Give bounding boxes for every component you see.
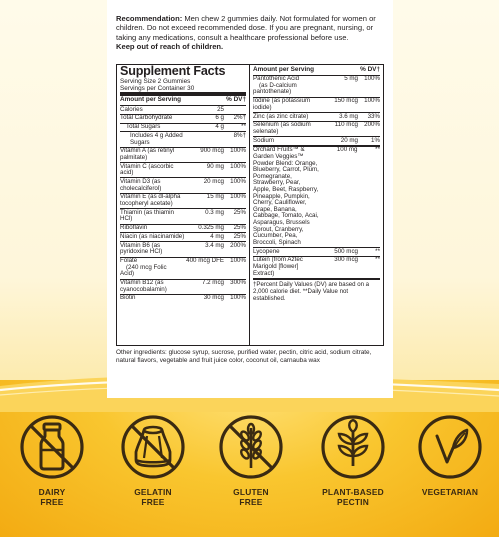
badge-label-line2: PECTIN [337, 497, 369, 507]
facts-footnote: †Percent Daily Values (DV) are based on a 2,000 calorie diet. **Daily Value not established. [253, 281, 370, 303]
nutrient-name-text: Includes 4 g Added Sugars [130, 131, 183, 146]
facts-row [253, 76, 380, 98]
serving-size: Serving Size 2 Gummies [120, 78, 191, 85]
nutrient-amount: 150 mcg [334, 97, 358, 105]
nutrient-dv: 33% [367, 112, 380, 120]
nutrient-amount: 300 mcg [334, 256, 358, 264]
nutrient-dv: 100% [230, 294, 246, 302]
nutrient-name [253, 98, 320, 111]
header-dv: % DV† [226, 96, 246, 104]
nutrient-name [120, 295, 186, 302]
facts-row [120, 194, 246, 209]
nutrient-dv: 100% [230, 178, 246, 186]
keep-out-warning: Keep out of reach of children. [116, 42, 224, 52]
recommendation-body: Men chew 2 gummies daily. Not formulated for women or children. Do not exceed recommended dose. If you are pregnant, nursing, or taking any medications, consult a healthcare professional before use. [116, 14, 376, 42]
nutrient-amount: 6 g [215, 114, 224, 122]
facts-header-right [253, 65, 380, 76]
facts-right-rows [253, 76, 380, 280]
nutrient-amount: 110 mcg [334, 121, 358, 129]
nutrient-name [253, 249, 320, 256]
badge-label [305, 487, 401, 507]
nutrient-name-text: Sodium [253, 136, 274, 144]
nutrient-dv: 2%† [233, 114, 246, 122]
facts-row [120, 280, 246, 295]
nutrient-amount: 15 mg [206, 193, 224, 201]
nutrient-amount: 4 mg [210, 232, 224, 240]
nutrient-dv: 25% [233, 232, 246, 240]
facts-row [120, 209, 246, 224]
nutrient-name-text: Vitamin C (ascorbic acid) [120, 162, 174, 177]
nutrient-dv: 8%† [233, 131, 246, 139]
nutrient-name [120, 107, 186, 114]
facts-row [120, 132, 246, 147]
nutrient-amount: 20 mcg [203, 178, 224, 186]
nutrient-name-text: Pantothenic Acid [253, 75, 300, 83]
nutrient-dv: 100% [230, 193, 246, 201]
nutrient-name [120, 258, 178, 278]
nutrient-amount: 3.4 mg [205, 241, 224, 249]
facts-right-column [250, 64, 384, 346]
nutrient-amount: 7.2 mcg [201, 279, 224, 287]
facts-header-left [120, 96, 246, 106]
nutrient-name-text: Niacin (as niacinamide) [120, 232, 185, 240]
nutrient-name-text: Total Sugars [126, 123, 161, 131]
nutrient-dv: ** [375, 247, 380, 255]
badge-gelatin-free [105, 414, 201, 507]
facts-row [120, 242, 246, 257]
badge-label [4, 487, 100, 507]
nutrient-name [120, 210, 186, 223]
nutrient-amount: 0.325 mg [198, 224, 224, 232]
nutrient-amount: 4 g [215, 123, 224, 131]
facts-row [120, 295, 246, 303]
nutrient-name [253, 147, 319, 246]
dairy-free-icon [19, 414, 85, 480]
nutrient-name-text: Riboflavin [120, 224, 148, 232]
nutrient-name-text: Calories [120, 105, 143, 113]
nutrient-name-text: Folate [120, 257, 138, 265]
supplement-facts-panel [116, 64, 384, 346]
servings-per-container: Servings per Container 30 [120, 85, 246, 96]
nutrient-dv: 300% [230, 279, 246, 287]
nutrient-amount: 0.3 mg [205, 208, 224, 216]
nutrient-amount: 20 mg [340, 136, 358, 144]
nutrient-name-text: Vitamin B12 (as cyanocobalamin) [120, 279, 167, 293]
nutrient-dv: 100% [230, 162, 246, 170]
nutrient-dv: 100% [364, 97, 380, 105]
facts-row [253, 257, 380, 280]
nutrient-name-text: Lycopene [253, 247, 280, 255]
header-amount: Amount per Serving [253, 66, 315, 73]
nutrient-name-text: Vitamin A (as retinyl palmitate) [120, 147, 175, 161]
supplement-label [107, 0, 393, 398]
badge-dairy-free [4, 414, 100, 507]
facts-row [120, 148, 246, 163]
badge-label-line1: GELATIN [134, 487, 172, 497]
gelatin-free-icon [120, 414, 186, 480]
facts-left-rows [120, 106, 246, 303]
nutrient-name-text: Vitamin B6 (as pyridoxine HCl) [120, 241, 163, 256]
nutrient-name [120, 194, 186, 207]
nutrient-name [120, 115, 186, 122]
nutrient-source: (as D-calcium pantothenate) [253, 81, 297, 96]
facts-row [253, 98, 380, 113]
nutrient-name-text: Zinc (as zinc citrate) [253, 112, 309, 120]
nutrient-amount: 400 mcg DFE [186, 257, 224, 265]
nutrient-dv: 200% [364, 121, 380, 129]
nutrient-name [120, 133, 186, 146]
nutrient-name [120, 179, 186, 192]
gluten-free-icon [218, 414, 284, 480]
badge-gluten-free [203, 414, 299, 507]
nutrient-source: (240 mcg Folic Acid) [120, 263, 167, 278]
nutrient-name [253, 138, 320, 145]
badge-label-line2: FREE [239, 497, 263, 507]
nutrient-name [120, 164, 186, 177]
badge-label-line1: GLUTEN [233, 487, 269, 497]
nutrient-name-text: Vitamin E (as dl-alpha tocopheryl acetate) [120, 193, 181, 208]
facts-row [253, 122, 380, 137]
nutrient-amount: 500 mcg [334, 247, 358, 255]
badge-label [402, 487, 498, 497]
badge-label [203, 487, 299, 507]
badge-label-line1: VEGETARIAN [421, 487, 479, 497]
nutrient-name-text: Vitamin D3 (as cholecalciferol) [120, 178, 162, 192]
recommendation-heading: Recommendation: [116, 14, 183, 23]
badge-label-line2: FREE [40, 497, 64, 507]
badge-label-line1: PLANT-BASED [322, 487, 384, 497]
badge-label [105, 487, 201, 507]
badge-label-line2: FREE [141, 497, 165, 507]
nutrient-amount: 90 mg [206, 162, 224, 170]
nutrient-name [253, 122, 320, 135]
nutrient-amount: 5 mg [344, 75, 358, 83]
nutrient-name-text: Lutein (from Aztec Marigold [flower] Extract) [253, 256, 303, 277]
plant-based-pectin-icon [320, 414, 386, 480]
recommendation-text [116, 14, 384, 42]
nutrient-dv: 100% [230, 257, 246, 265]
nutrient-name-text: Biotin [120, 294, 136, 302]
nutrient-name [120, 148, 186, 161]
badge-row [0, 414, 499, 537]
nutrient-name [120, 234, 186, 241]
nutrient-name-text: Iodine (as potassium iodide) [253, 97, 311, 111]
nutrient-amount: 900 mcg [200, 147, 224, 155]
nutrient-name-text: Selenium (as sodium selenate) [253, 121, 311, 135]
nutrient-name-text: Total Carbohydrate [120, 114, 173, 122]
nutrient-name-text: Orchard Fruits™ & Garden Veggies™ Powder Blend: Orange, Blueberry, Carrot, Plum, Pomegranate, Strawberry, Pear, Apple, Beet, Raspberry, Pineapple, Pumpkin, Cherry, Cauliflower, Grape, Banana, Cabbage, Tomato, Acai, Asparagus, Brussels Sprout, Cranberry, Cucumber, Pea, Broccoli, Spinach [253, 146, 319, 246]
nutrient-dv: 1% [371, 136, 380, 144]
nutrient-amount: 25 [217, 105, 224, 113]
nutrient-name [253, 257, 320, 277]
nutrient-name [253, 76, 320, 96]
facts-title: Supplement Facts [120, 64, 226, 78]
nutrient-name-text: Thiamin (as thiamin HCl) [120, 208, 174, 223]
facts-row [253, 147, 380, 248]
nutrient-name [120, 124, 186, 131]
nutrient-name [120, 243, 186, 256]
nutrient-dv: 200% [230, 241, 246, 249]
badge-vegetarian [402, 414, 498, 497]
nutrient-name [120, 280, 186, 293]
nutrient-name [120, 225, 186, 232]
nutrient-dv: ** [241, 123, 246, 131]
nutrient-dv: 100% [230, 147, 246, 155]
nutrient-dv: ** [375, 256, 380, 264]
nutrient-dv: 100% [364, 75, 380, 83]
nutrient-amount: 3.6 mg [339, 112, 358, 120]
nutrient-name [253, 114, 320, 121]
nutrient-amount: 30 mcg [203, 294, 224, 302]
other-ingredients: Other ingredients: glucose syrup, sucrose, purified water, pectin, citric acid, sodium citrate, natural flavors, vegetable and fruit juice color, coconut oil, carnauba wax [116, 349, 372, 364]
vegetarian-icon [417, 414, 483, 480]
nutrient-dv: ** [375, 146, 380, 154]
facts-left-column [116, 64, 250, 346]
facts-row [120, 163, 246, 178]
header-dv: % DV† [360, 66, 380, 73]
nutrient-dv: 25% [233, 208, 246, 216]
badge-label-line1: DAIRY [38, 487, 66, 497]
facts-row [120, 258, 246, 280]
facts-row [253, 137, 380, 147]
header-amount: Amount per Serving [120, 96, 182, 104]
nutrient-dv: 25% [233, 224, 246, 232]
nutrient-amount: 100 mg [336, 146, 358, 154]
facts-row [120, 178, 246, 193]
badge-plant-based-pectin [305, 414, 401, 507]
